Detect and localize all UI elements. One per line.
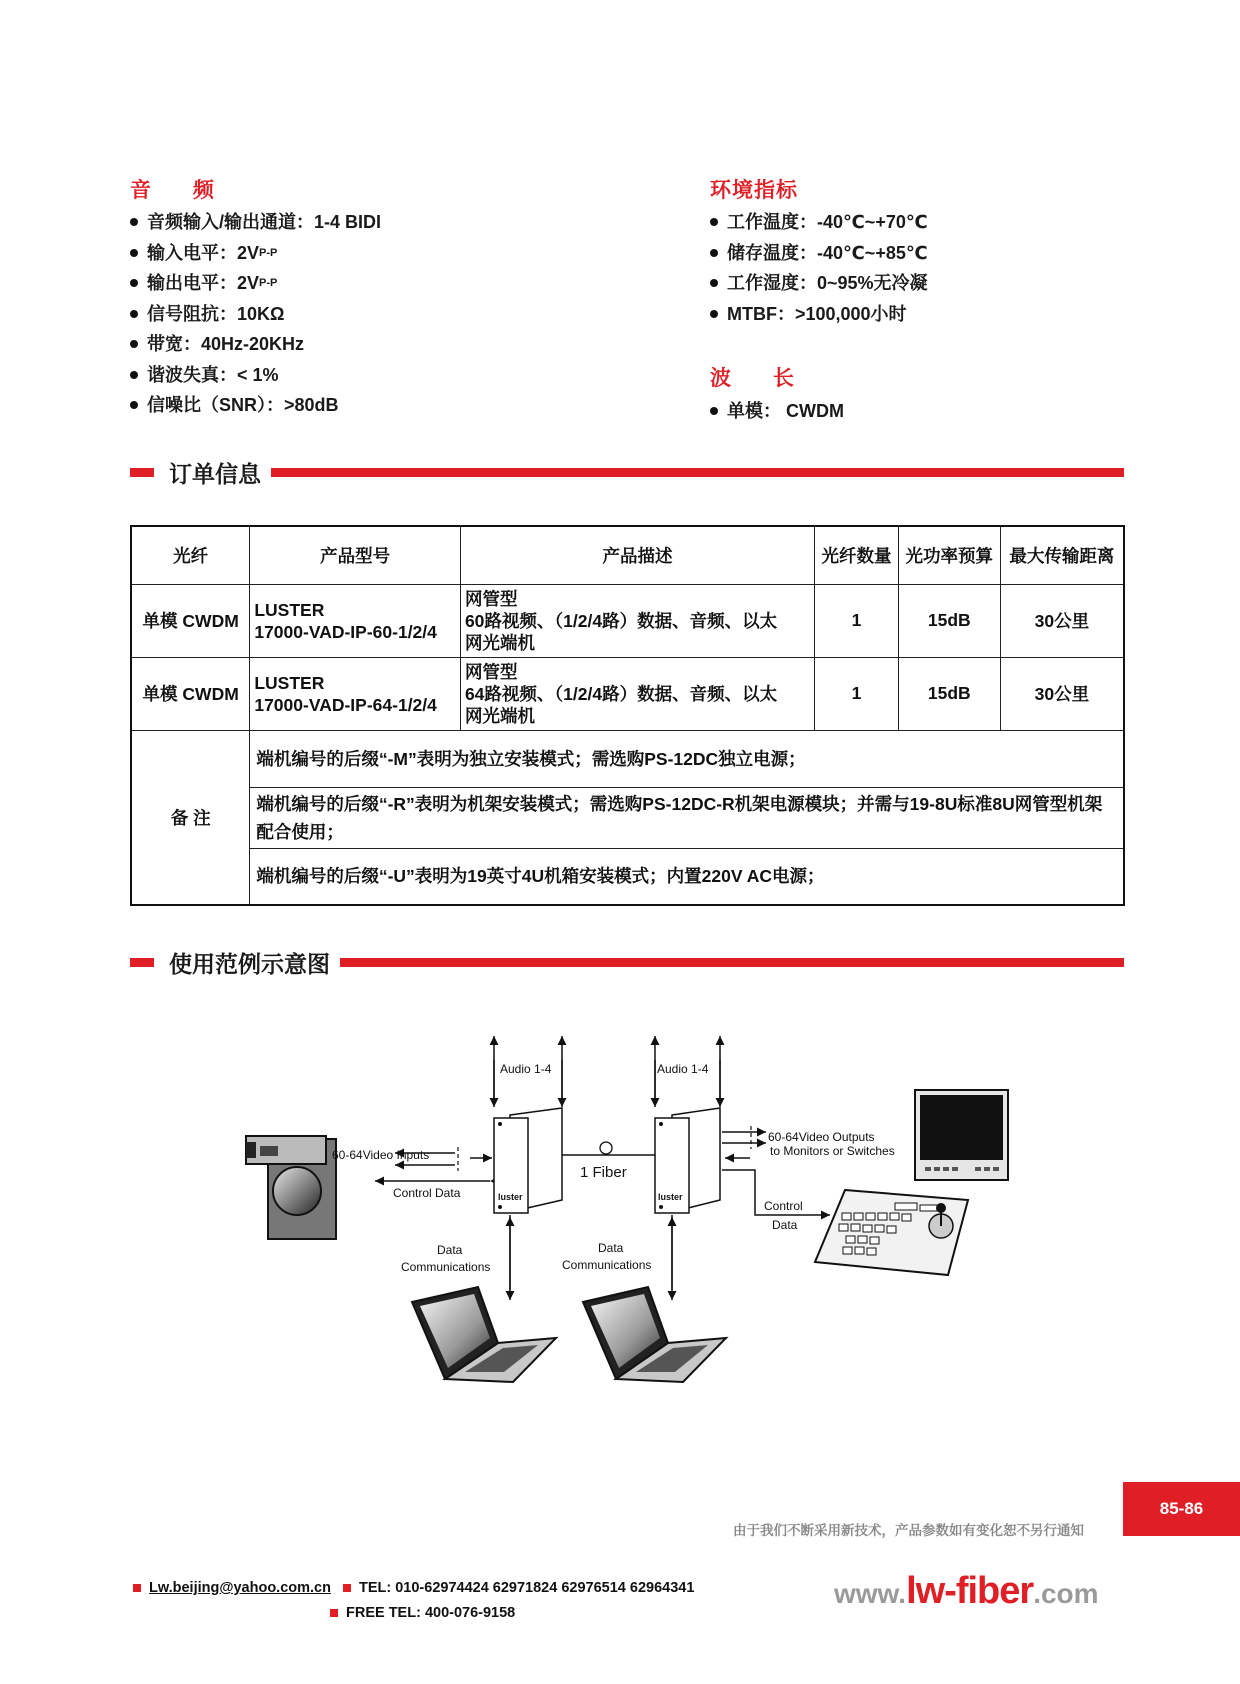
- control-label: Control: [764, 1199, 803, 1213]
- free-tel-text: FREE TEL: 400-076-9158: [346, 1605, 516, 1621]
- list-item: 带宽：40Hz-20KHz: [130, 329, 381, 360]
- fiber-cell: 单模 CWDM: [131, 657, 250, 730]
- list-item: 信号阻抗：10KΩ: [130, 299, 381, 330]
- data-comm-label: Communications: [562, 1258, 652, 1272]
- camera-icon: [246, 1136, 336, 1239]
- list-item: 信噪比（SNR）：>80dB: [130, 390, 381, 421]
- keyboard-controller-icon: [815, 1190, 968, 1275]
- email-link[interactable]: Lw.beijing@yahoo.com.cn: [149, 1580, 331, 1596]
- note-text: 端机编号的后缀“-U”表明为19英寸4U机箱安装模式；内置220V AC电源；: [250, 848, 1124, 905]
- data-comm-label: Communications: [401, 1260, 491, 1274]
- table-row: [131, 787, 1124, 848]
- bullet-icon: [710, 407, 718, 415]
- bullet-icon: [130, 340, 138, 348]
- list-item: 工作温度：-40℃~+70℃: [710, 207, 928, 238]
- tel-text: TEL: 010-62974424 62971824 62976514 62964341: [358, 1580, 695, 1596]
- note-text: 端机编号的后缀“-R”表明为机架安装模式；需选购PS-12DC-R机架电源模块；并需与19-8U标准8U网管型机架配合使用；: [250, 787, 1124, 848]
- list-item: 输出电平：2V P-P: [130, 268, 381, 299]
- column-header: 光纤数量: [815, 526, 899, 584]
- wavelength-heading: 波 长: [710, 367, 795, 390]
- section-marker: [130, 958, 154, 967]
- table-row: [131, 730, 1124, 787]
- notes-label: 备 注: [131, 730, 250, 905]
- fiber-label: 1 Fiber: [580, 1164, 627, 1181]
- list-item: 谐波失真：< 1%: [130, 360, 381, 391]
- fiber-connector-icon: [600, 1142, 612, 1154]
- column-header: 产品描述: [460, 526, 814, 584]
- bullet-icon: [130, 218, 138, 226]
- data-comm-label: Data: [437, 1243, 463, 1257]
- section-title: 订单信息: [169, 460, 261, 487]
- usage-section-header: [130, 942, 1124, 982]
- list-item: 音频输入/输出通道：1-4 BIDI: [130, 207, 381, 238]
- bullet-icon: [330, 1609, 338, 1617]
- environment-heading: 环境指标: [710, 179, 798, 202]
- fiber-cell: 单模 CWDM: [131, 584, 250, 657]
- video-inputs-label: 60-64Video Inputs: [332, 1148, 430, 1162]
- audio-heading: 音 频: [130, 179, 215, 202]
- footer-email-line: [133, 1580, 694, 1596]
- usage-diagram: [0, 1000, 1240, 1420]
- quantity-cell: 1: [815, 657, 899, 730]
- list-item: MTBF：>100,000小时: [710, 299, 928, 330]
- order-table: [130, 525, 1125, 906]
- section-rule: [340, 958, 1124, 967]
- list-item: 工作湿度：0~95%无冷凝: [710, 268, 928, 299]
- section-title: 使用范例示意图: [169, 950, 330, 977]
- transceiver-left: [494, 1108, 562, 1213]
- description-cell: 网管型 64路视频、（1/2/4路）数据、音频、以太 网光端机: [460, 657, 814, 730]
- model-cell: LUSTER 17000-VAD-IP-60-1/2/4: [250, 584, 461, 657]
- brand-label: luster: [498, 1192, 523, 1202]
- bullet-icon: [710, 279, 718, 287]
- control-data-label: Control Data: [393, 1186, 461, 1200]
- note-text: 端机编号的后缀“-M”表明为独立安装模式；需选购PS-12DC独立电源；: [250, 730, 1124, 787]
- section-marker: [130, 468, 154, 477]
- table-row: [131, 584, 1124, 657]
- laptop-icon: [583, 1287, 726, 1382]
- bullet-icon: [130, 279, 138, 287]
- bullet-icon: [710, 218, 718, 226]
- video-outputs-label: 60-64Video Outputs: [768, 1130, 875, 1144]
- table-row: [131, 848, 1124, 905]
- brand-label: luster: [658, 1192, 683, 1202]
- website-link[interactable]: www. lw-fiber .com: [834, 1570, 1099, 1612]
- quantity-cell: 1: [815, 584, 899, 657]
- bullet-icon: [130, 401, 138, 409]
- model-cell: LUSTER 17000-VAD-IP-64-1/2/4: [250, 657, 461, 730]
- bullet-icon: [133, 1584, 141, 1592]
- bullet-icon: [343, 1584, 351, 1592]
- bullet-icon: [710, 249, 718, 257]
- audio-right-label: Audio 1-4: [657, 1062, 709, 1076]
- page-number-tab: 85-86: [1123, 1482, 1240, 1536]
- list-item: 储存温度：-40℃~+85℃: [710, 238, 928, 269]
- bullet-icon: [710, 310, 718, 318]
- column-header: 最大传输距离: [1000, 526, 1124, 584]
- bullet-icon: [130, 249, 138, 257]
- audio-spec-list: [130, 207, 381, 421]
- distance-cell: 30公里: [1000, 584, 1124, 657]
- order-section-header: [130, 452, 1124, 492]
- environment-spec-list: [710, 207, 928, 329]
- list-item: 单模： CWDM: [710, 396, 844, 427]
- column-header: 光功率预算: [898, 526, 1000, 584]
- bullet-icon: [130, 310, 138, 318]
- footer-free-tel-line: [330, 1605, 515, 1621]
- audio-left-label: Audio 1-4: [500, 1062, 552, 1076]
- data-label: Data: [772, 1218, 798, 1232]
- video-outputs-label: to Monitors or Switches: [770, 1144, 895, 1158]
- budget-cell: 15dB: [898, 584, 1000, 657]
- description-cell: 网管型 60路视频、（1/2/4路）数据、音频、以太 网光端机: [460, 584, 814, 657]
- list-item: 输入电平：2V P-P: [130, 238, 381, 269]
- table-row: [131, 657, 1124, 730]
- section-rule: [271, 468, 1124, 477]
- budget-cell: 15dB: [898, 657, 1000, 730]
- bullet-icon: [130, 371, 138, 379]
- monitor-icon: [915, 1090, 1008, 1180]
- column-header: 产品型号: [250, 526, 461, 584]
- wavelength-spec-list: [710, 396, 844, 427]
- disclaimer-text: 由于我们不断采用新技术，产品参数如有变化恕不另行通知: [733, 1523, 1084, 1538]
- distance-cell: 30公里: [1000, 657, 1124, 730]
- transceiver-right: [655, 1108, 720, 1213]
- table-header-row: [131, 526, 1124, 584]
- laptop-icon: [412, 1287, 556, 1382]
- column-header: 光纤: [131, 526, 250, 584]
- data-comm-label: Data: [598, 1241, 624, 1255]
